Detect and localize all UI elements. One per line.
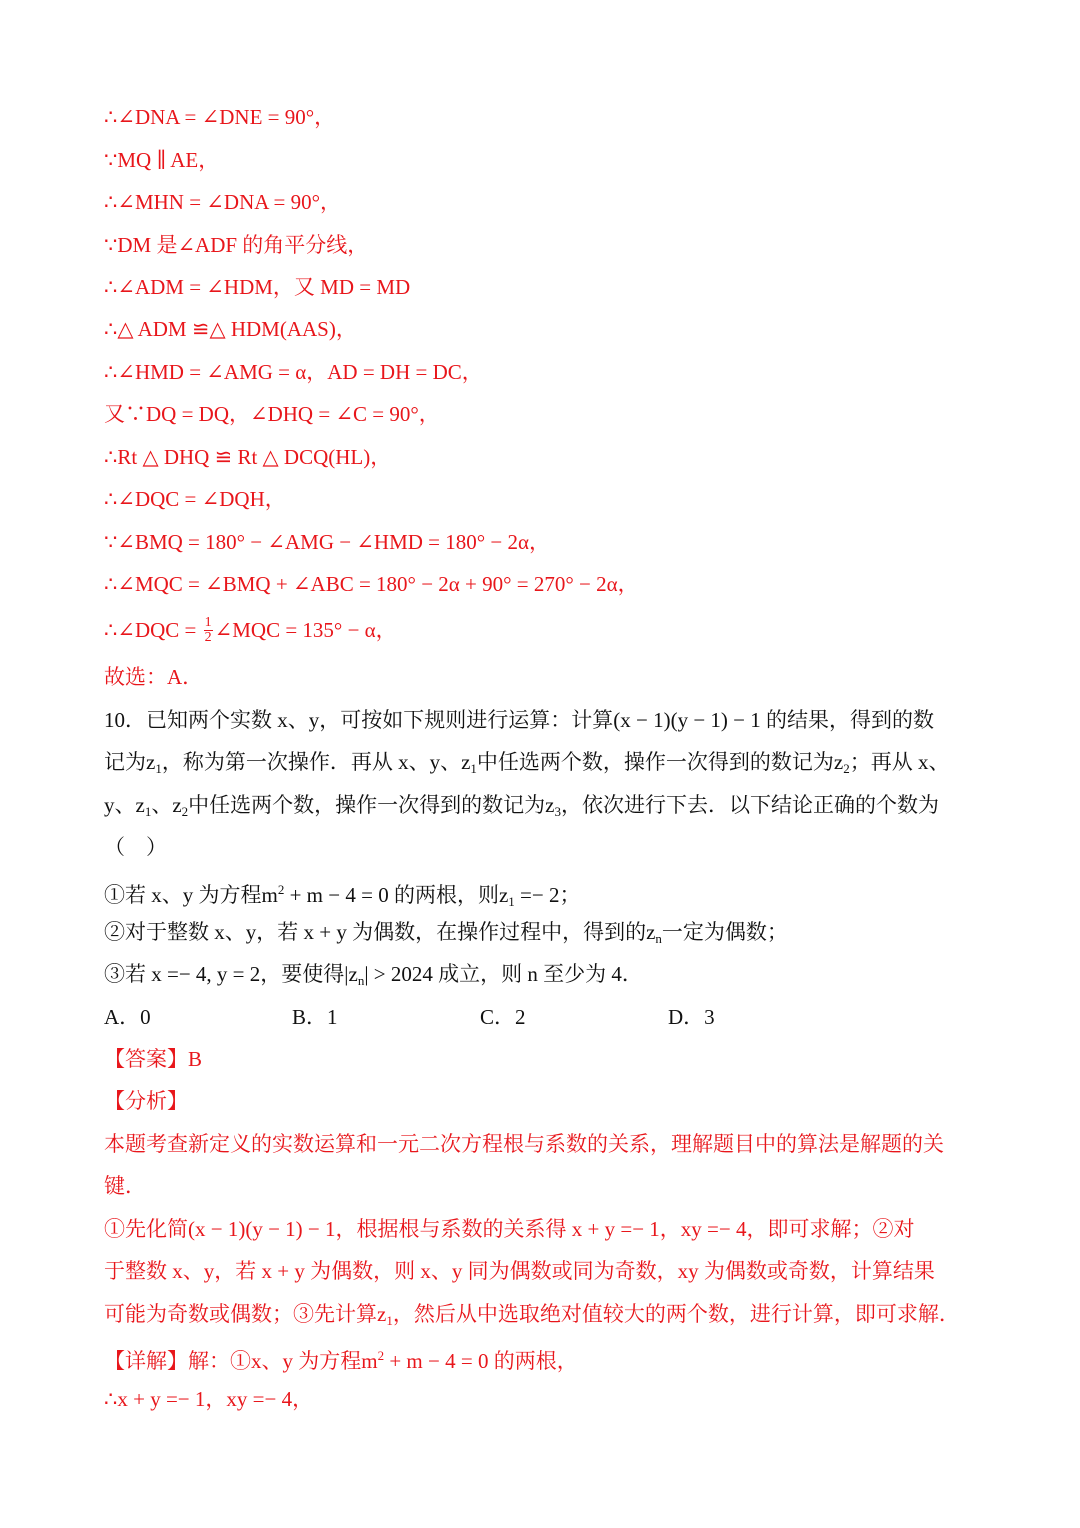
- solution-line: ∴∠HMD = ∠AMG = α，AD = DH = DC，: [104, 360, 483, 384]
- option-a: A．0: [104, 1005, 151, 1029]
- analysis-text: ①先化简(x − 1)(y − 1) − 1，根据根与系数的关系得 x + y =− 1，xy =− 4，即可求解；②对: [104, 1217, 915, 1241]
- analysis-text: 键．: [104, 1174, 146, 1198]
- analysis-text: 可能为奇数或偶数；③先计算$z_1$，然后从中选取绝对值较大的两个数，进行计算，即可求解．: [104, 1302, 960, 1328]
- statement-3: ③若 x =− 4, y = 2，要使得$|z_n| > 2024$ 成立，则 n 至少为 4．: [104, 962, 643, 988]
- analysis-text: 于整数 x、y，若 x + y 为偶数，则 x、y 同为偶数或同为奇数，xy 为偶数或奇数，计算结果: [104, 1259, 935, 1283]
- solution-line: ∵∠BMQ = 180° − ∠AMG − ∠HMD = 180° − 2α，: [104, 530, 551, 554]
- option-b: B．1: [292, 1005, 338, 1029]
- statement-2: ②对于整数 x、y，若 x + y 为偶数，在操作过程中，得到的$z_n$一定为偶数；: [104, 920, 788, 946]
- solution-line: ∴∠DQC = ∠DQH，: [104, 487, 286, 511]
- analysis-text: 本题考查新定义的实数运算和一元二次方程根与系数的关系，理解题目中的算法是解题的关: [104, 1132, 944, 1156]
- fraction-denominator: 2: [204, 629, 212, 645]
- option-c: C．2: [480, 1005, 526, 1029]
- fraction-suffix: ∠MQC = 135° − α，: [214, 618, 397, 642]
- analysis-label: 【分析】: [104, 1089, 188, 1113]
- fraction-prefix: ∴∠DQC =: [104, 618, 202, 642]
- solution-line: 又∵DQ = DQ，∠DHQ = ∠C = 90°，: [104, 402, 440, 426]
- detail-line-2: ∴x + y =− 1，xy =− 4，: [104, 1387, 314, 1411]
- option-d: D．3: [668, 1005, 715, 1029]
- solution-line: ∴∠ADM = ∠HDM，又 MD = MD: [104, 275, 411, 299]
- solution-line: ∴∠MHN = ∠DNA = 90°，: [104, 190, 341, 214]
- fraction: [204, 616, 213, 645]
- fraction-numerator: 1: [204, 614, 212, 630]
- solution-line: ∵DM 是∠ADF 的角平分线，: [104, 233, 369, 257]
- answer-line: [104, 1045, 202, 1073]
- solution-line: ∴∠DNA = ∠DNE = 90°，: [104, 105, 336, 129]
- solution-line: ∴Rt △ DHQ ≌ Rt △ DCQ(HL)，: [104, 445, 392, 469]
- answer-label: 【答案】: [104, 1047, 188, 1071]
- question-line-2: 记为$z_1$，称为第一次操作．再从 x、y、$z_1$中任选两个数，操作一次得到的数记为$z_2$；再从 x、: [104, 750, 950, 776]
- question-line-3: y、$z_1$、$z_2$中任选两个数，操作一次得到的数记为$z_3$，依次进行下去．以下结论正确的个数为: [104, 793, 939, 819]
- answer-value: B: [188, 1047, 203, 1071]
- detail-label: 【详解】: [104, 1349, 188, 1373]
- solution-line: ∵MQ ∥ AE，: [104, 148, 220, 172]
- solution-fraction-line: [104, 616, 397, 647]
- statement-1: ①若 x、y 为方程$m^2 + m - 4 = 0$ 的两根，则$z_1 =- 2$；: [104, 882, 581, 909]
- solution-line: ∴△ ADM ≌△ HDM(AAS)，: [104, 317, 357, 341]
- solution-choice: 故选：A．: [104, 665, 204, 689]
- solution-line: ∴∠MQC = ∠BMQ + ∠ABC = 180° − 2α + 90° = 270° − 2α，: [104, 572, 639, 596]
- question-blank: （ ）: [104, 835, 167, 859]
- question-line-1: 10．已知两个实数 x、y，可按如下规则进行运算：计算(x − 1)(y − 1) − 1 的结果，得到的数: [104, 708, 934, 732]
- detail-line-1: 【详解】解：①x、y 为方程$m^2 + m - 4 = 0$ 的两根，: [104, 1348, 578, 1373]
